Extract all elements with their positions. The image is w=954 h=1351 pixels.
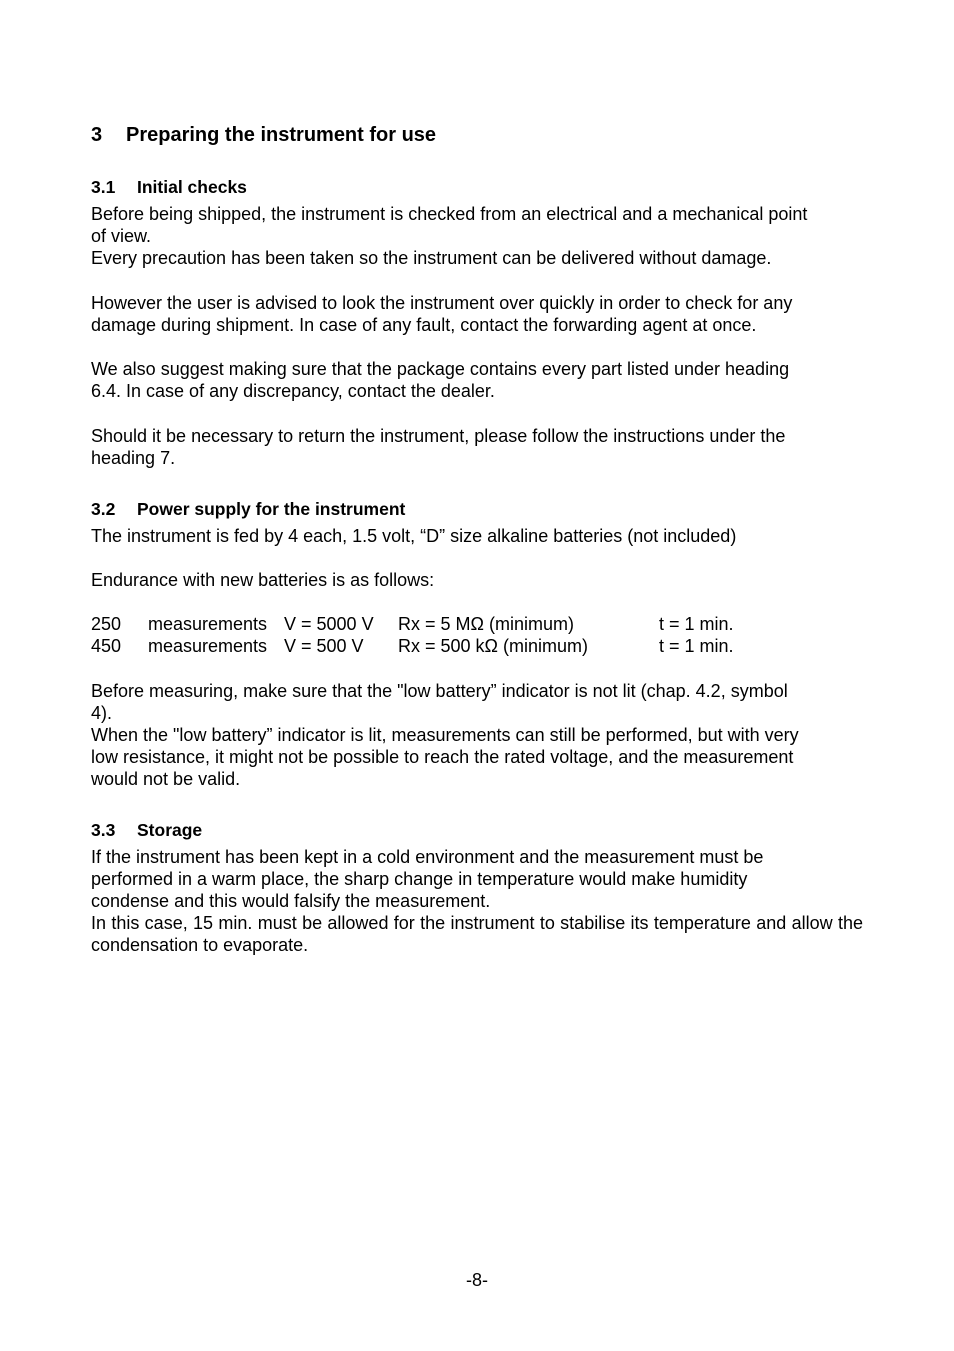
text-line: heading 7.	[91, 448, 176, 468]
section-number: 3.1	[91, 177, 116, 197]
paragraph-endurance	[91, 569, 863, 591]
paragraph-package-contents	[91, 358, 863, 402]
measurement-count: 450	[91, 636, 122, 656]
text-line: Before measuring, make sure that the "low battery” indicator is not lit (chap. 4.2, symbol	[91, 681, 788, 701]
resistance: Rx = 5 MΩ (minimum)	[398, 614, 574, 634]
chapter-heading	[91, 122, 436, 148]
text-line: condense and this would falsify the measurement.	[91, 891, 491, 911]
measurement-label: measurements	[148, 614, 268, 634]
page-number: -8-	[466, 1270, 488, 1290]
section-heading-3-3	[91, 819, 202, 841]
text-line: If the instrument has been kept in a cold environment and the measurement must be	[91, 847, 764, 867]
paragraph-low-battery	[91, 680, 863, 790]
text-line: Endurance with new batteries is as follows:	[91, 570, 435, 590]
text-line: performed in a warm place, the sharp change in temperature would make humidity	[91, 869, 748, 889]
paragraph-return-instrument	[91, 425, 863, 469]
paragraph-power-supply	[91, 525, 863, 547]
duration: t = 1 min.	[659, 614, 734, 634]
document-page	[91, 0, 863, 1351]
text-line: 6.4. In case of any discrepancy, contact the dealer.	[91, 381, 495, 401]
test-voltage: V = 500 V	[284, 636, 364, 656]
text-line: damage during shipment. In case of any fault, contact the forwarding agent at once.	[91, 315, 757, 335]
paragraph-shipping-checks	[91, 203, 863, 269]
section-title: Power supply for the instrument	[137, 499, 406, 519]
text-line: However the user is advised to look the instrument over quickly in order to check for any	[91, 293, 793, 313]
text-justified: In this case, 15 min. must be allowed for the instrument to stabilise its temperature and allow the condensation to evaporate.	[91, 913, 863, 955]
section-heading-3-1	[91, 176, 247, 198]
section-number: 3.3	[91, 820, 116, 840]
section-title: Initial checks	[137, 177, 247, 197]
section-title: Storage	[137, 820, 203, 840]
text-line: 4).	[91, 703, 113, 723]
chapter-number: 3	[91, 124, 103, 146]
text-line: would not be valid.	[91, 769, 241, 789]
paragraph-storage	[91, 846, 863, 956]
resistance: Rx = 500 kΩ (minimum)	[398, 636, 588, 656]
text-line: Should it be necessary to return the instrument, please follow the instructions under the	[91, 426, 786, 446]
text-line: low resistance, it might not be possible to reach the rated voltage, and the measurement	[91, 747, 794, 767]
chapter-title: Preparing the instrument for use	[126, 124, 437, 146]
section-number: 3.2	[91, 499, 116, 519]
paragraph-damage-check	[91, 292, 863, 336]
section-heading-3-2	[91, 498, 405, 520]
measurement-label: measurements	[148, 636, 268, 656]
text-line: of view.	[91, 226, 152, 246]
measurement-count: 250	[91, 614, 122, 634]
text-line: We also suggest making sure that the package contains every part listed under heading	[91, 359, 790, 379]
text-line: Every precaution has been taken so the instrument can be delivered without damage.	[91, 248, 772, 268]
test-voltage: V = 5000 V	[284, 614, 374, 634]
text-line: Before being shipped, the instrument is checked from an electrical and a mechanical point	[91, 204, 808, 224]
text-line: When the "low battery” indicator is lit, measurements can still be performed, but with very	[91, 725, 799, 745]
text-line: The instrument is fed by 4 each, 1.5 volt, “D” size alkaline batteries (not included)	[91, 526, 737, 546]
duration: t = 1 min.	[659, 636, 734, 656]
